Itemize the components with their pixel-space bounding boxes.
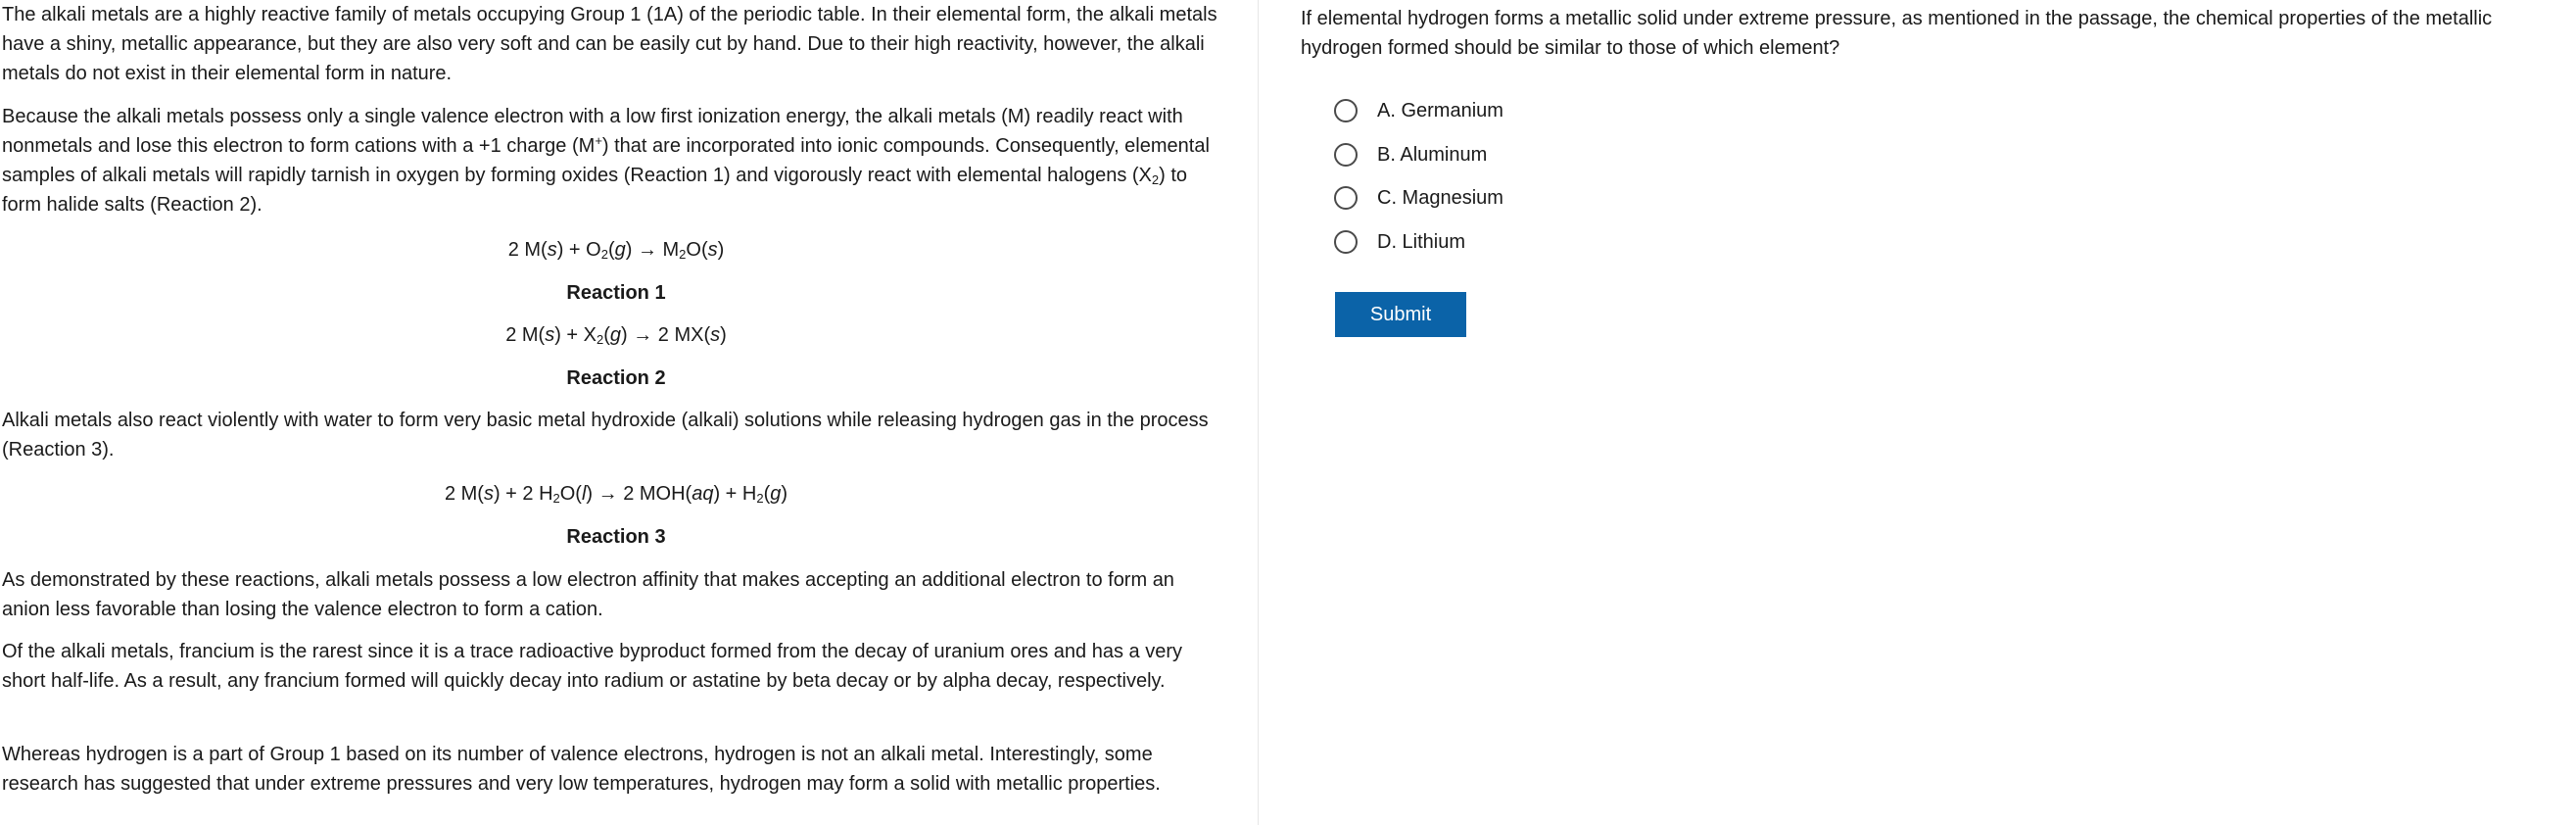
reaction-1-label: Reaction 1 (566, 282, 666, 304)
answer-choice-a[interactable] (1334, 94, 1726, 127)
answer-choice-c[interactable] (1334, 181, 1726, 215)
submit-button[interactable]: Submit (1335, 292, 1466, 337)
answer-choice-b[interactable] (1334, 138, 1726, 171)
passage-paragraph-5: Of the alkali metals, francium is the rarest since it is a trace radioactive byproduct formed from the decay of uranium ores and has a very short half-life. As a result, any francium formed will quickly decay into radium or astatine by beta decay or by alpha decay, respectively. (2, 641, 1182, 692)
answer-choice-c-label: C. Magnesium (1377, 187, 1503, 209)
reaction-3-label: Reaction 3 (566, 526, 666, 548)
passage-paragraph-2 (2, 102, 1226, 219)
answer-choice-b-label: B. Aluminum (1377, 144, 1488, 166)
passage-paragraph-2-part-a: Because the alkali metals possess only a single valence electron with a low first ionization energy, the alkali metals (M) readily react with nonmetals and lose this electron to form cations with a +1 charge (M (2, 106, 1183, 157)
reaction-2-equation: 2 $M(s) + X_2(g) \to 2$ MX(s) (505, 324, 727, 347)
passage-panel (0, 0, 1259, 825)
radio-button-b[interactable] (1334, 143, 1358, 167)
passage-paragraph-2-part-b: ) that are incorporated into ionic compounds. Consequently, elemental samples of alkali metals will rapidly tarnish in oxygen by forming oxides (Reaction 1) and vigorously react with elemental halogens (X (2, 135, 1210, 186)
answer-choice-d[interactable] (1334, 225, 1726, 259)
answer-choice-d-label: D. Lithium (1377, 231, 1466, 253)
radio-button-c[interactable] (1334, 186, 1358, 210)
cation-charge-superscript: + (595, 133, 602, 148)
passage-paragraph-4: As demonstrated by these reactions, alkali metals possess a low electron affinity that makes accepting an additional electron to form an anion less favorable than losing the valence electron to form a cation. (2, 569, 1174, 620)
halogen-subscript: 2 (1151, 172, 1160, 187)
passage-paragraph-3: Alkali metals also react violently with water to form very basic metal hydroxide (alkali) solutions while releasing hydrogen gas in the process (Reaction 3). (2, 410, 1209, 461)
radio-button-a[interactable] (1334, 99, 1358, 122)
reaction-3-equation: 2 M(s) + 2 $H_2O(l) \to 2$ $MOH(aq) + H_2(g)$ (444, 483, 788, 506)
answer-choice-a-label: A. Germanium (1377, 100, 1503, 121)
passage-paragraph-1: The alkali metals are a highly reactive family of metals occupying Group 1 (1A) of the periodic table. In their elemental form, the alkali metals have a shiny, metallic appearance, but they are also very soft and can be easily cut by hand. Due to their high reactivity, however, the alkali metals do not exist in their elemental form in nature. (2, 4, 1217, 84)
reaction-1-equation: 2 $M(s) + O_2(g) \to M_2O(s)$ (507, 239, 725, 262)
passage-paragraph-2-part-c: ) to form halide salts (Reaction 2). (2, 165, 1188, 216)
question-stem: If elemental hydrogen forms a metallic solid under extreme pressure, as mentioned in the passage, the chemical properties of the metallic hydrogen formed should be similar to those of which element? (1301, 8, 2493, 59)
radio-button-d[interactable] (1334, 230, 1358, 254)
passage-paragraph-6: Whereas hydrogen is a part of Group 1 based on its number of valence electrons, hydrogen is not an alkali metal. Interestingly, some research has suggested that under extreme pressures and very low temperatures, hydrogen may form a solid with metallic properties. (2, 744, 1161, 795)
reaction-2-label: Reaction 2 (566, 367, 666, 389)
